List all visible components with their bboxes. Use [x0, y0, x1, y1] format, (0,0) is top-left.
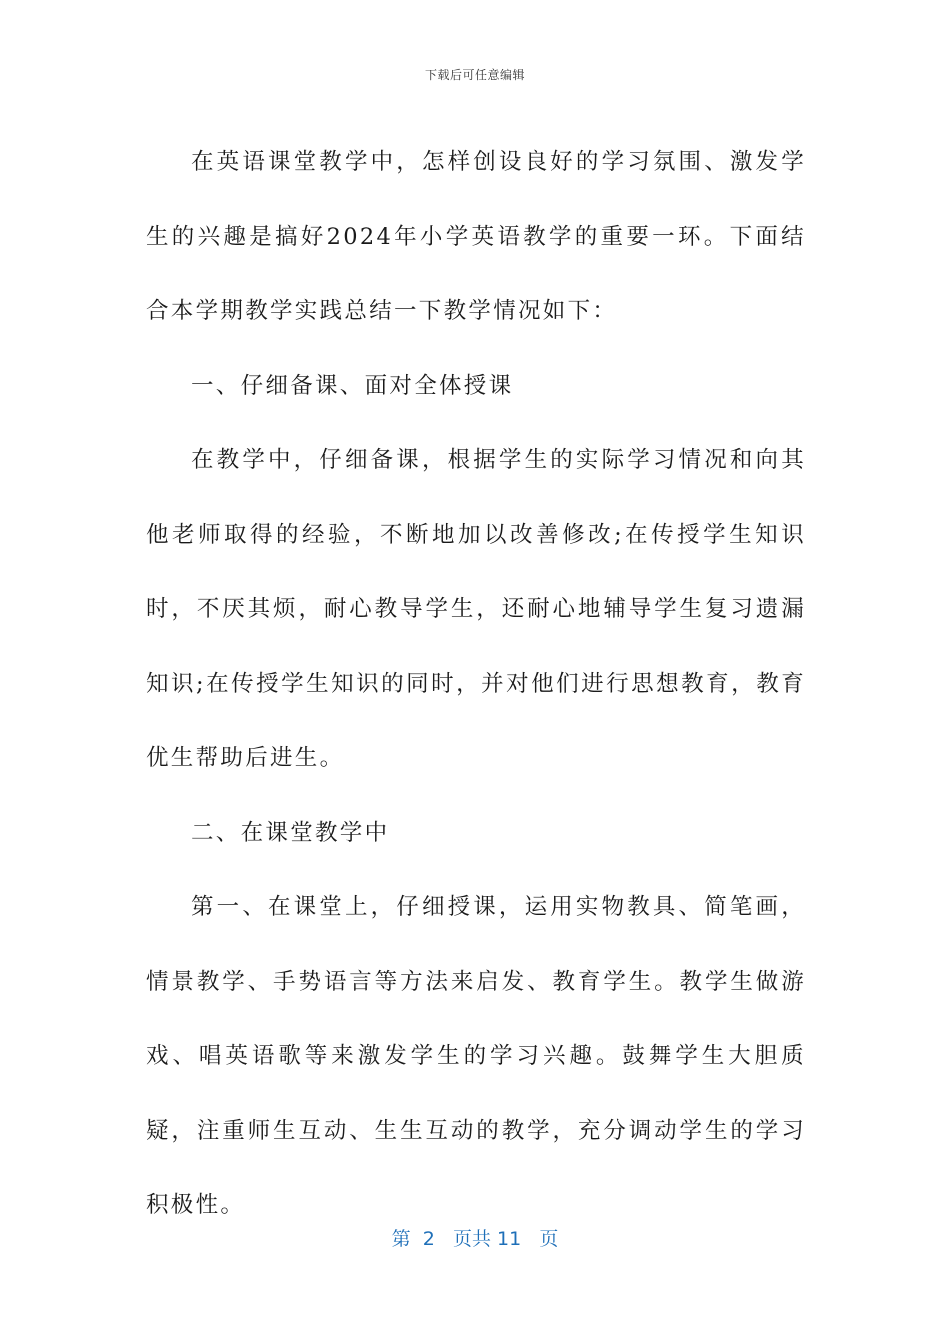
- section-heading-2: 二、在课堂教学中: [191, 819, 390, 846]
- page-footer: [0, 1224, 950, 1251]
- footer-prefix: 第: [391, 1228, 411, 1250]
- footer-middle: 页共: [452, 1228, 491, 1250]
- total-pages-number: 11: [497, 1228, 522, 1250]
- paragraph-preparation: 在教学中，仔细备课，根据学生的实际学习情况和向其他老师取得的经验，不断地加以改善修改;在传授学生知识时，不厌其烦，耐心教导学生，还耐心地辅导学生复习遗漏知识;在传授学生知识的同时，并对他们进行思想教育，教育优生帮助后进生。: [146, 447, 806, 771]
- current-page-number: 2: [422, 1228, 435, 1250]
- footer-suffix: 页: [539, 1228, 559, 1250]
- paragraph-intro: 在英语课堂教学中，怎样创设良好的学习氛围、激发学生的兴趣是搞好2024年小学英语教学的重要一环。下面结合本学期教学实践总结一下教学情况如下：: [146, 149, 806, 324]
- document-body: [146, 125, 806, 1243]
- header-note: 下载后可任意编辑: [424, 68, 525, 82]
- section-heading-1: 一、仔细备课、面对全体授课: [191, 372, 514, 399]
- paragraph-classroom: 第一、在课堂上，仔细授课，运用实物教具、简笔画，情景教学、手势语言等方法来启发、教育学生。教学生做游戏、唱英语歌等来激发学生的学习兴趣。鼓舞学生大胆质疑，注重师生互动、生生互动的教学，充分调动学生的学习积极性。: [146, 894, 806, 1218]
